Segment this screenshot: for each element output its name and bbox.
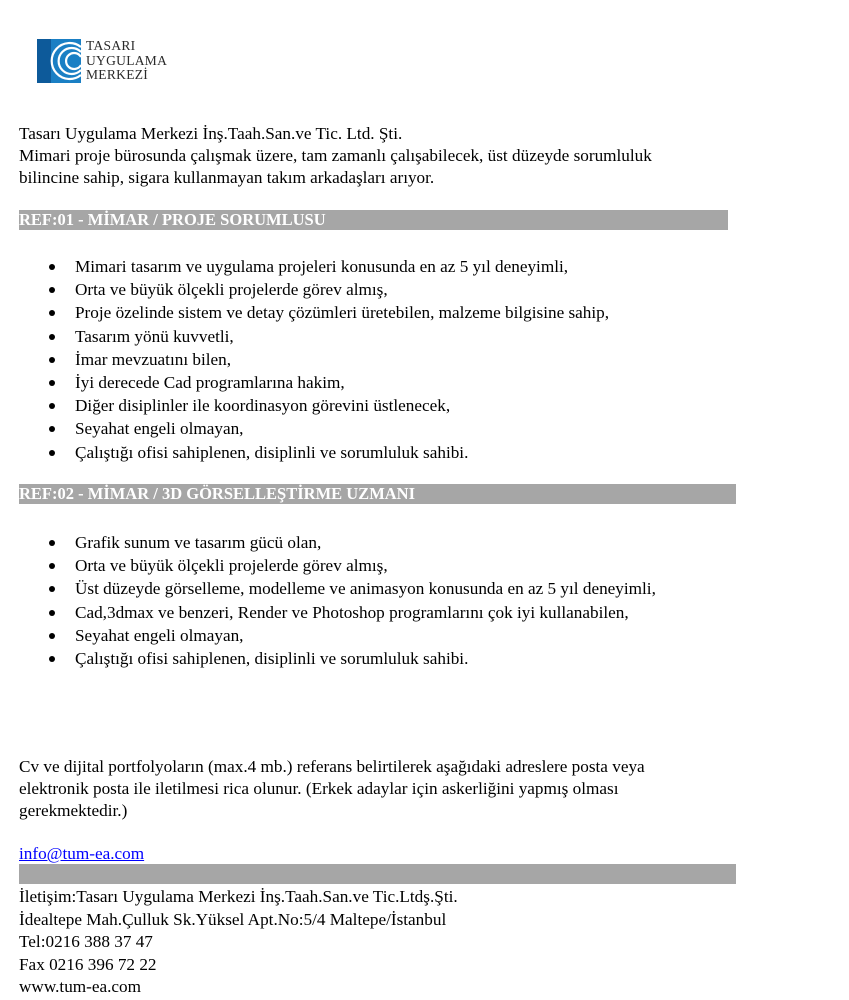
intro-paragraph xyxy=(19,123,652,189)
bullet-icon xyxy=(49,403,55,409)
list-item: Tasarım yönü kuvvetli, xyxy=(19,325,609,348)
footer-company: İletişim:Tasarı Uygulama Merkezi İnş.Taah.San.ve Tic.Ltdş.Şti. xyxy=(19,887,458,906)
list-item: Diğer disiplinler ile koordinasyon görevini üstlenecek, xyxy=(19,394,609,417)
list-item: Cad,3dmax ve benzeri, Render ve Photoshop programlarını çok iyi kullanabilen, xyxy=(19,601,656,624)
footer-contact xyxy=(19,886,458,999)
bullet-icon xyxy=(49,563,55,569)
requirements-list-ref02 xyxy=(19,531,656,670)
intro-line-3: bilincine sahip, sigara kullanmayan takım arkadaşları arıyor. xyxy=(19,168,435,187)
list-item: Çalıştığı ofisi sahiplenen, disiplinli ve sorumluluk sahibi. xyxy=(19,647,656,670)
bullet-icon xyxy=(49,633,55,639)
application-line-3: gerekmektedir.) xyxy=(19,801,128,820)
email-link[interactable]: info@tum-ea.com xyxy=(19,844,145,863)
footer-divider-bar xyxy=(19,864,736,884)
footer-tel: Tel:0216 388 37 47 xyxy=(19,932,153,952)
bullet-icon xyxy=(49,450,55,456)
list-item: Mimari tasarım ve uygulama projeleri konusunda en az 5 yıl deneyimli, xyxy=(19,255,609,278)
bullet-icon xyxy=(49,310,55,316)
application-line-1: Cv ve dijital portfolyoların (max.4 mb.) referans belirtilerek aşağıdaki adreslere posta veya xyxy=(19,757,645,776)
bullet-icon xyxy=(49,426,55,432)
intro-line-2: Mimari proje bürosunda çalışmak üzere, tam zamanlı çalışabilecek, üst düzeyde sorumluluk xyxy=(19,146,652,165)
bullet-icon xyxy=(49,287,55,293)
list-item: Orta ve büyük ölçekli projelerde görev almış, xyxy=(19,554,656,577)
list-item: İmar mevzuatını bilen, xyxy=(19,348,609,371)
list-item: Orta ve büyük ölçekli projelerde görev almış, xyxy=(19,278,609,301)
bullet-icon xyxy=(49,586,55,592)
list-item: Seyahat engeli olmayan, xyxy=(19,624,656,647)
bullet-icon xyxy=(49,610,55,616)
section-header-ref02: REF:02 - MİMAR / 3D GÖRSELLEŞTİRME UZMANI xyxy=(19,484,736,504)
list-item: Üst düzeyde görselleme, modelleme ve animasyon konusunda en az 5 yıl deneyimli, xyxy=(19,577,656,600)
footer-website[interactable]: www.tum-ea.com xyxy=(19,977,142,997)
bullet-icon xyxy=(49,334,55,340)
list-item: Grafik sunum ve tasarım gücü olan, xyxy=(19,531,656,554)
logo-line-2: UYGULAMA xyxy=(86,52,168,68)
list-item: İyi derecede Cad programlarına hakim, xyxy=(19,371,609,394)
footer-fax: Fax 0216 396 72 22 xyxy=(19,954,157,974)
logo-mark-icon xyxy=(37,39,81,83)
requirements-list-ref01 xyxy=(19,255,609,464)
list-item: Seyahat engeli olmayan, xyxy=(19,417,609,440)
footer-address: İdealtepe Mah.Çulluk Sk.Yüksel Apt.No:5/4 Maltepe/İstanbul xyxy=(19,909,447,929)
logo-wordmark xyxy=(86,39,167,83)
application-line-2: elektronik posta ile iletilmesi rica olunur. (Erkek adaylar için askerliğini yapmış olması xyxy=(19,779,619,798)
bullet-icon xyxy=(49,264,55,270)
bullet-icon xyxy=(49,540,55,546)
application-note xyxy=(19,756,645,822)
list-item: Proje özelinde sistem ve detay çözümleri üretebilen, malzeme bilgisine sahip, xyxy=(19,301,609,324)
bullet-icon xyxy=(49,656,55,662)
section-header-ref01: REF:01 - MİMAR / PROJE SORUMLUSU xyxy=(19,210,728,230)
list-item: Çalıştığı ofisi sahiplenen, disiplinli ve sorumluluk sahibi. xyxy=(19,441,609,464)
logo-line-3: MERKEZİ xyxy=(86,67,149,82)
logo-line-1: TASARI xyxy=(86,38,136,53)
bullet-icon xyxy=(49,380,55,386)
intro-company: Tasarı Uygulama Merkezi İnş.Taah.San.ve Tic. Ltd. Şti. xyxy=(19,124,403,143)
bullet-icon xyxy=(49,357,55,363)
